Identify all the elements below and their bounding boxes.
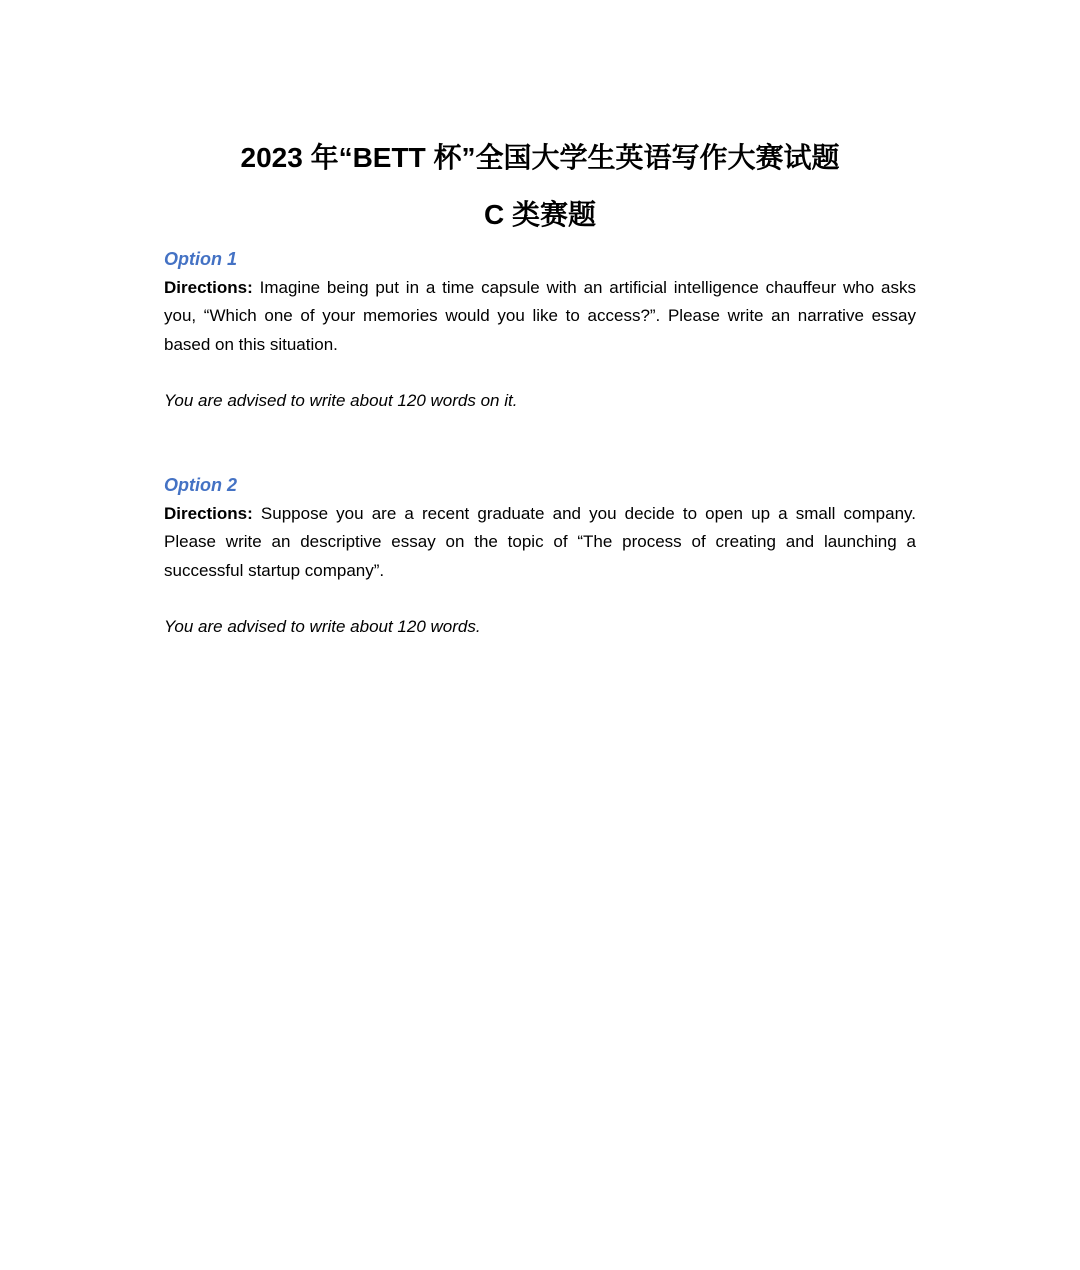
- option-1-advice: You are advised to write about 120 words on it.: [164, 390, 518, 410]
- option-1-directions-label: Directions:: [164, 278, 253, 297]
- option-2-section: [164, 472, 916, 641]
- option-2-advice: You are advised to write about 120 words.: [164, 616, 481, 636]
- option-1-directions: [164, 274, 916, 359]
- option-2-directions: [164, 500, 916, 585]
- option-1-section: [164, 246, 916, 415]
- document-subtitle: C 类赛题: [483, 199, 596, 230]
- document-title: 2023 年“BETT 杯”全国大学生英语写作大赛试题: [240, 142, 840, 173]
- option-2-heading: Option 2: [164, 475, 237, 495]
- option-2-directions-label: Directions:: [164, 504, 253, 523]
- option-1-directions-text: Imagine being put in a time capsule with an artificial intelligence chauffeur who asks you, “Which one of your memories would you like to access?”. Please write an narrative essay based on this situation.: [164, 278, 916, 354]
- option-2-directions-text: Suppose you are a recent graduate and you decide to open up a small company. Please write an descriptive essay on the topic of “The process of creating and launching a successful startup company”.: [164, 504, 916, 580]
- option-1-heading: Option 1: [164, 249, 237, 269]
